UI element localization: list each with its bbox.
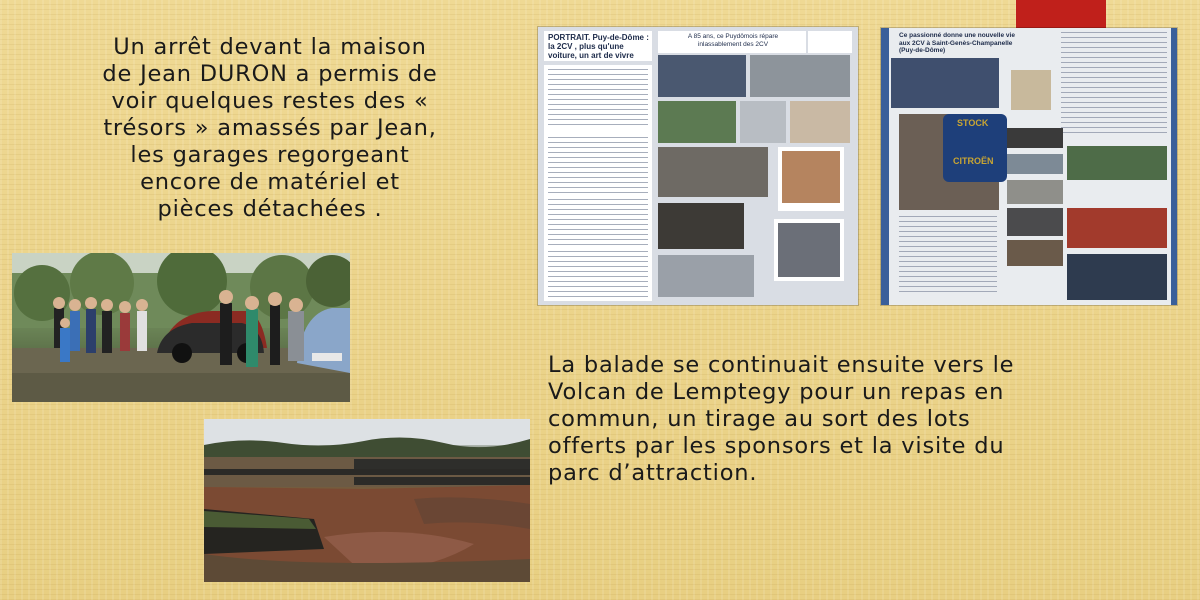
poster-photo: [1007, 128, 1063, 148]
text-line: pièces détachées .: [157, 196, 383, 222]
poster-photo: [1007, 208, 1063, 236]
sign-label: CITROËN: [953, 156, 994, 166]
poster-article-text: [899, 216, 997, 296]
poster-article-text: [1061, 32, 1167, 136]
text-line: voir quelques restes des «: [111, 88, 429, 114]
text-line: les garages regorgeant: [130, 142, 410, 168]
text-line: encore de matériel et: [140, 169, 400, 195]
text-line: parc d’attraction.: [548, 460, 758, 486]
volcano-photo: [204, 419, 530, 582]
poster-photo-truck: [1067, 146, 1167, 180]
accent-bar: [1016, 0, 1106, 28]
text-line: Volcan de Lemptegy pour un repas en: [548, 379, 1005, 405]
poster-heading-line: PORTRAIT. Puy-de-Dôme :: [548, 33, 649, 42]
group-photo-illustration: [12, 253, 350, 402]
poster-photo: [891, 58, 999, 108]
poster-photo: [1007, 240, 1063, 266]
text-block-duron: [30, 34, 510, 223]
poster-photo: [750, 55, 850, 97]
poster-heading-right: [662, 33, 804, 48]
text-line: commun, un tirage au sort des lots: [548, 406, 971, 432]
text-line: Un arrêt devant la maison: [113, 34, 427, 60]
poster-article-text: [548, 69, 648, 129]
text-line: offerts par les sponsors et la visite du: [548, 433, 1005, 459]
poster-photo: [1007, 180, 1063, 204]
poster-heading-left: [548, 33, 652, 60]
poster-article-text: [548, 199, 648, 245]
poster-heading-line: aux 2CV à Saint-Genès-Champanelle: [899, 39, 1013, 47]
newspaper-poster-champanelle: [881, 28, 1177, 305]
poster-photo: [658, 203, 744, 249]
poster-article-text: [548, 137, 648, 193]
text-line: La balade se continuait ensuite vers le: [548, 352, 1015, 378]
poster-photo: [1007, 154, 1063, 174]
group-photo: [12, 253, 350, 402]
poster-article-text: [548, 251, 648, 297]
poster-photo: [740, 101, 786, 143]
poster-photo-red-car: [1067, 208, 1167, 248]
sign-label: STOCK: [957, 118, 989, 128]
text-line: de Jean DURON a permis de: [102, 61, 438, 87]
text-line: trésors » amassés par Jean,: [103, 115, 437, 141]
poster-heading-line: A 85 ans, ce Puydômois répare: [687, 33, 779, 40]
poster-photo-portrait: [658, 147, 768, 197]
poster-photo: [658, 55, 746, 97]
newspaper-poster-portrait: [538, 27, 858, 305]
poster-photo: [1011, 70, 1051, 110]
poster-photo: [790, 101, 850, 143]
volcano-photo-illustration: [204, 419, 530, 582]
poster-heading-line: inlassablement des 2CV: [697, 40, 769, 48]
poster-heading-line: Ce passionné donne une nouvelle vie: [899, 32, 1015, 39]
poster-heading-line: la 2CV , plus qu'une: [548, 42, 624, 51]
poster-logo-box: [808, 31, 852, 53]
text-block-lemptegy: [548, 352, 1188, 487]
poster-photo: [1067, 254, 1167, 300]
poster-heading-line: voiture, un art de vivre: [548, 51, 634, 60]
poster-photo: [658, 101, 736, 143]
poster-photo-woman: [782, 151, 840, 203]
poster-photo-car: [658, 255, 754, 297]
poster-photo-man: [778, 223, 840, 277]
poster-heading-line: (Puy-de-Dôme): [899, 47, 946, 54]
poster-heading: [899, 32, 1059, 55]
